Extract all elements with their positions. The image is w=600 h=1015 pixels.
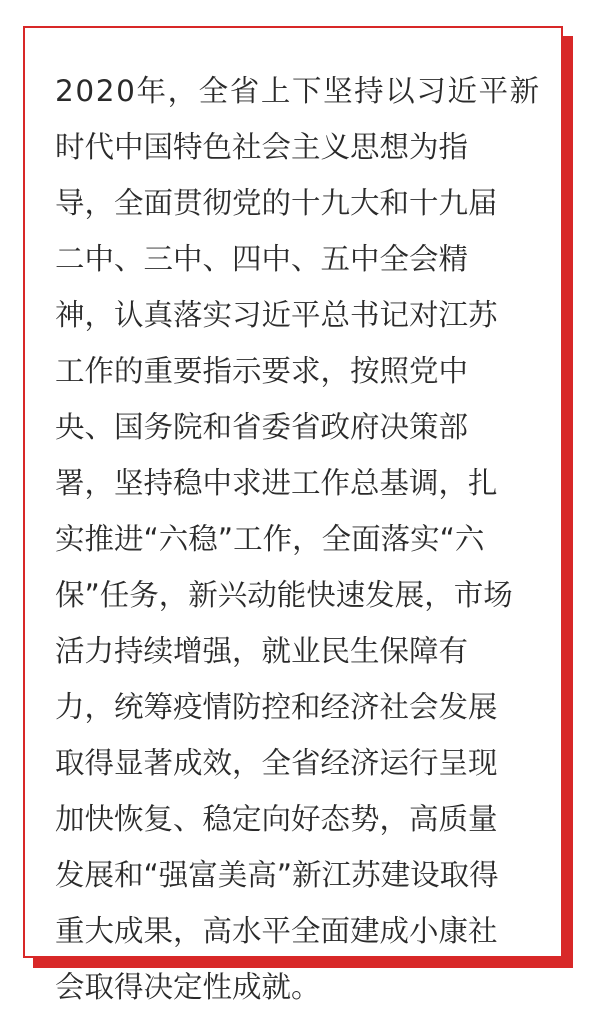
paragraph [55,63,541,1015]
paragraph-line: 工作的重要指示要求，按照党中 [55,354,469,388]
paragraph-line: 保”任务，新兴动能快速发展，市场 [55,578,513,612]
paragraph-line: 署，坚持稳中求进工作总基调，扎 [55,466,498,500]
paragraph-line: 2020年，全省上下坚持以习近平新 [55,74,541,108]
text-card [23,26,563,1004]
paragraph-line: 时代中国特色社会主义思想为指 [55,130,469,164]
paragraph-line: 实推进“六稳”工作，全面落实“六 [55,522,485,556]
paragraph-line: 二中、三中、四中、五中全会精 [55,242,469,276]
paragraph-line: 神，认真落实习近平总书记对江苏 [55,298,498,332]
paragraph-line: 取得显著成效，全省经济运行呈现 [55,746,498,780]
paragraph-line: 导，全面贯彻党的十九大和十九届 [55,186,498,220]
paragraph-line: 发展和“强富美高”新江苏建设取得 [55,858,499,892]
paragraph-line: 央、国务院和省委省政府决策部 [55,410,469,444]
paragraph-line: 加快恢复、稳定向好态势，高质量 [55,802,498,836]
paragraph-line: 力，统筹疫情防控和经济社会发展 [55,690,498,724]
paragraph-line: 重大成果，高水平全面建成小康社 [55,914,498,948]
paragraph-line: 会取得决定性成就。 [55,970,321,1004]
paragraph-line: 活力持续增强，就业民生保障有 [55,634,469,668]
